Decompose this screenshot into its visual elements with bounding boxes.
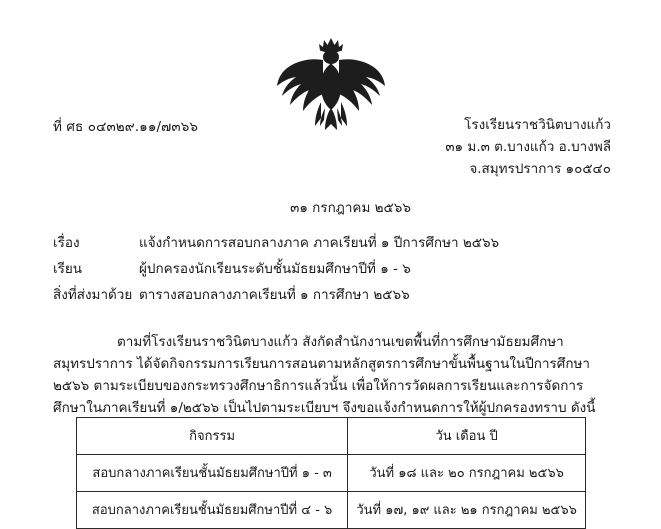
document-body bbox=[53, 332, 613, 419]
schedule-table bbox=[76, 417, 586, 529]
field-attachment-label: สิ่งที่ส่งมาด้วย bbox=[53, 287, 133, 303]
table-cell-date: วันที่ ๑๗, ๑๙ และ ๒๑ กรกฎาคม ๒๕๖๖ bbox=[348, 492, 586, 529]
field-subject-label: เรื่อง bbox=[53, 235, 80, 251]
body-paragraph-text: ตามที่โรงเรียนราชวินิตบางแก้ว สังกัดสำนักงานเขตพื้นที่การศึกษามัธยมศึกษาสมุทรปราการ ได้จัดกิจกรรมการเรียนการสอนตามหลักสูตรการศึกษาขั้นพื้นฐานในปีการศึกษา ๒๕๖๖ ตามระเบียบของกระทรวงศึกษาธิการแล้วนั้น เพื่อให้การวัดผลการเรียนและการจัดการศึกษาในภาคเรียนที่ ๑/๒๕๖๖ เป็นไปตามระเบียบฯ จึงขอแจ้งกำหนดการให้ผู้ปกครองทราบ ดังนี้ bbox=[53, 334, 596, 416]
school-address-line-1: ๓๑ ม.๓ ต.บางแก้ว อ.บางพลี bbox=[445, 138, 611, 155]
garuda-emblem bbox=[276, 36, 386, 132]
field-recipient-label: เรียน bbox=[53, 261, 83, 277]
table-cell-date: วันที่ ๑๘ และ ๒๐ กรกฎาคม ๒๕๖๖ bbox=[348, 455, 586, 492]
document-number: ที่ ศธ ๐๔๓๒๙.๑๑/๗๓๖๖ bbox=[53, 119, 199, 135]
field-subject-value: แจ้งกำหนดการสอบกลางภาค ภาคเรียนที่ ๑ ปีการศึกษา ๒๕๖๖ bbox=[139, 235, 500, 251]
table-header-date: วัน เดือน ปี bbox=[348, 418, 586, 455]
school-address-block bbox=[445, 115, 611, 181]
table-row bbox=[77, 455, 586, 492]
field-recipient-value: ผู้ปกครองนักเรียนระดับชั้นมัธยมศึกษาปีที่ ๑ - ๖ bbox=[139, 261, 411, 277]
school-name: โรงเรียนราชวินิตบางแก้ว bbox=[464, 117, 611, 133]
field-attachment-value: ตารางสอบกลางภาคเรียนที่ ๑ การศึกษา ๒๕๖๖ bbox=[139, 287, 410, 303]
table-cell-activity: สอบกลางภาคเรียนชั้นมัธยมศึกษาปีที่ ๑ - ๓ bbox=[77, 455, 348, 492]
field-attachment bbox=[53, 289, 499, 303]
table-header-row bbox=[77, 418, 586, 455]
table-header-activity: กิจกรรม bbox=[77, 418, 348, 455]
document-fields bbox=[53, 237, 499, 315]
school-address-line-2: จ.สมุทรปราการ ๑๐๕๔๐ bbox=[469, 160, 611, 177]
field-subject bbox=[53, 237, 499, 251]
table-cell-activity: สอบกลางภาคเรียนชั้นมัธยมศึกษาปีที่ ๔ - ๖ bbox=[77, 492, 348, 529]
table-row bbox=[77, 492, 586, 529]
field-recipient bbox=[53, 263, 499, 277]
document-date: ๓๑ กรกฎาคม ๒๕๖๖ bbox=[290, 200, 411, 216]
